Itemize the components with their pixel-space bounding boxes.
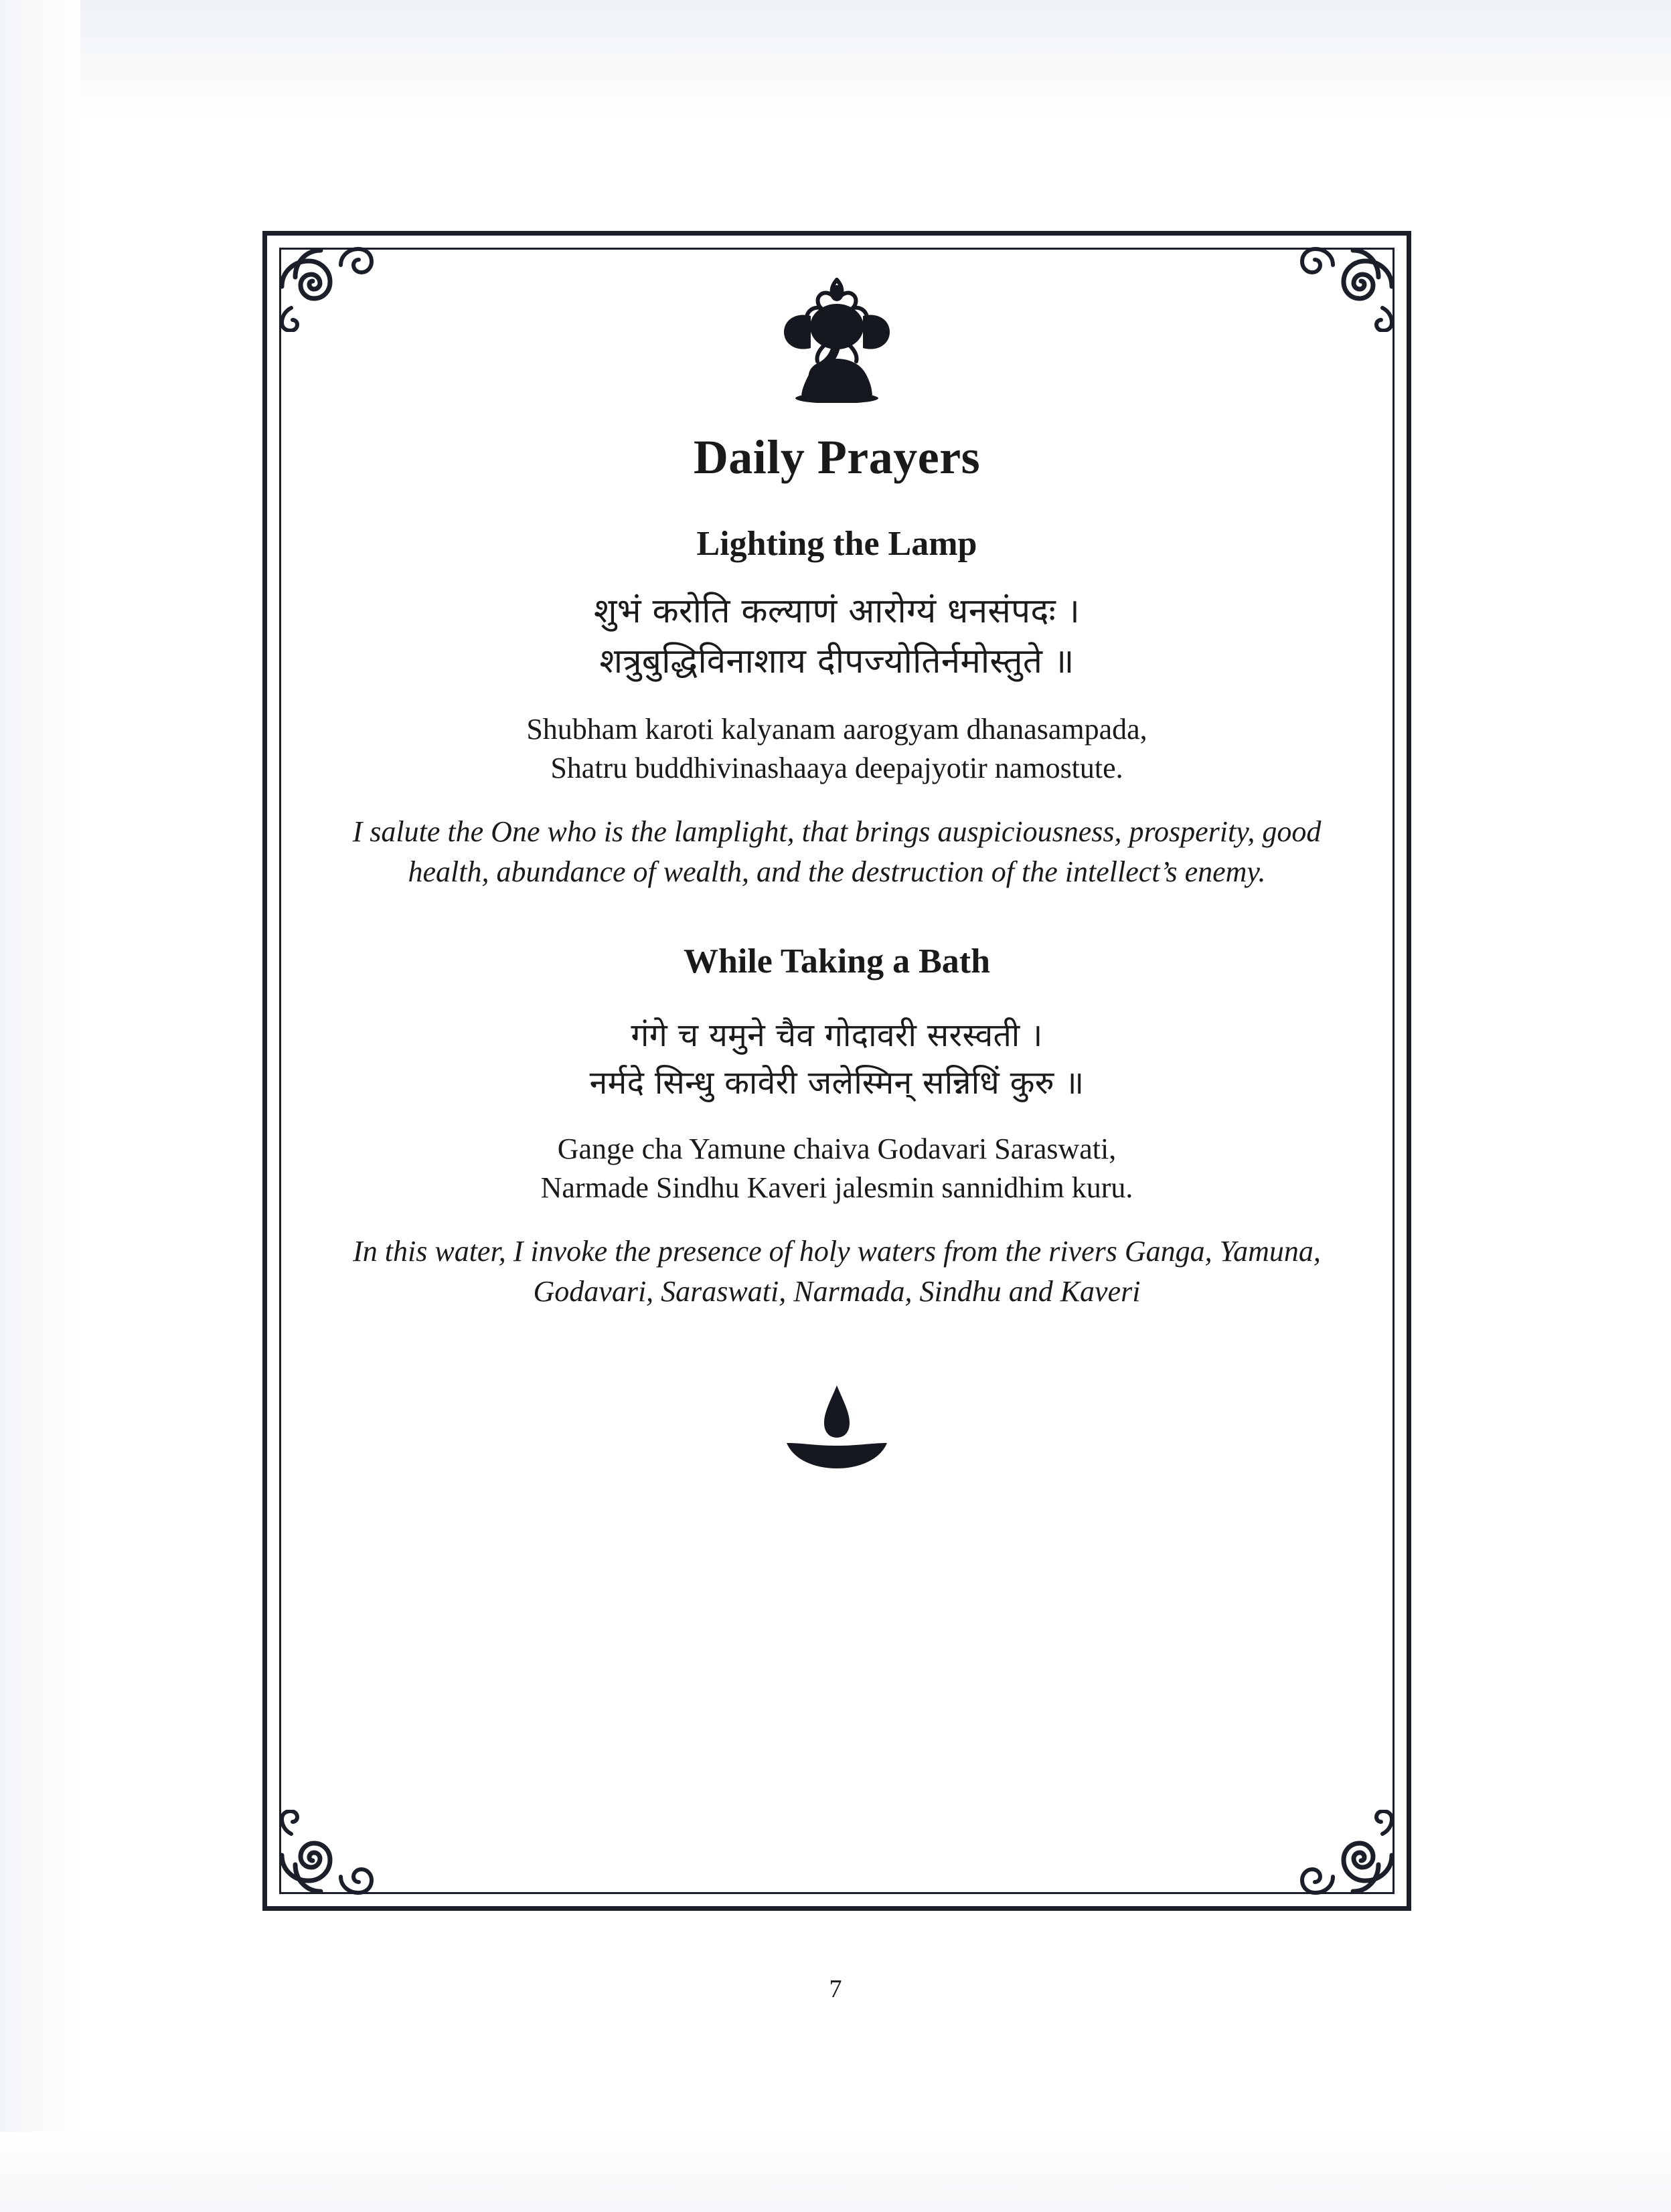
scan-gradient-bottom <box>0 2132 1671 2212</box>
sanskrit-verse-bath <box>408 1012 1265 1107</box>
page-number: 7 <box>829 1975 842 2003</box>
transliteration-lamp <box>362 710 1312 788</box>
sanskrit-line: शत्रुबुद्धिविनाशाय दीपज्योतिर्नमोस्तुते ॥ <box>599 642 1075 682</box>
sanskrit-line: गंगे च यमुने चैव गोदावरी सरस्वती । <box>631 1016 1043 1054</box>
transliteration-line: Gange cha Yamune chaiva Godavari Saraswati, <box>557 1132 1117 1165</box>
scan-gradient-top <box>0 0 1671 120</box>
scan-gradient-left <box>0 0 80 2212</box>
ganesha-icon <box>767 276 907 403</box>
sanskrit-line: शुभं करोति कल्याणं आरोग्यं धनसंपदः । <box>593 592 1081 631</box>
page-title: Daily Prayers <box>693 430 981 484</box>
scroll-flourish-icon <box>276 1810 377 1897</box>
translation-bath: In this water, I invoke the presence of holy waters from the rivers Ganga, Yamuna, Godavari, Saraswati, Narmada, Sindhu and Kaveri <box>353 1234 1321 1308</box>
oil-lamp-icon <box>780 1373 894 1474</box>
decorative-page-frame <box>262 231 1411 1911</box>
transliteration-line: Shatru buddhivinashaaya deepajyotir namostute. <box>550 752 1123 785</box>
section-heading-while-taking-a-bath: While Taking a Bath <box>683 942 991 981</box>
sanskrit-verse-lamp <box>408 586 1265 687</box>
transliteration-bath <box>362 1130 1312 1207</box>
prayer-content <box>307 276 1366 1474</box>
scroll-flourish-icon <box>1297 1810 1397 1897</box>
transliteration-line: Shubham karoti kalyanam aarogyam dhanasampada, <box>526 712 1147 746</box>
sanskrit-line: नर्मदे सिन्धु कावेरी जलेस्मिन् सन्निधिं कुरु ॥ <box>589 1064 1085 1102</box>
section-heading-lighting-the-lamp: Lighting the Lamp <box>696 525 977 563</box>
transliteration-line: Narmade Sindhu Kaveri jalesmin sannidhim kuru. <box>540 1171 1133 1204</box>
translation-lamp: I salute the One who is the lamplight, that brings auspiciousness, prosperity, good health, abundance of wealth, and the destruction of the intellect’s enemy. <box>352 815 1322 888</box>
